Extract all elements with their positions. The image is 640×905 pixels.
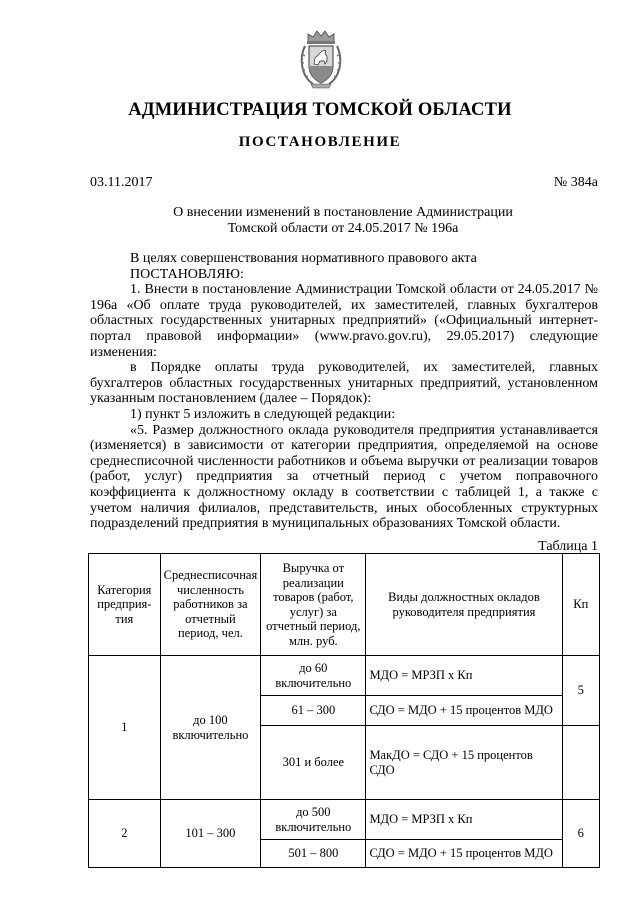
tomsk-oblast-coat-of-arms-icon [299, 28, 343, 90]
header-salary-types: Виды должностных окладов руководителя предприятия [366, 554, 562, 656]
document-number: № 384а [553, 175, 598, 190]
body-paragraph: 1) пункт 5 изложить в следующей редакции: [130, 406, 396, 422]
cell-kp-empty [562, 726, 600, 800]
cell-revenue: 501 – 800 [261, 840, 366, 868]
header-kp: Кп [562, 554, 600, 656]
subject-line-1: О внесении изменений в постановление Администрации [173, 205, 513, 220]
header-headcount: Среднесписочная численность работников за отчетный период, чел. [160, 554, 261, 656]
subject-line-2: Томской области от 24.05.2017 № 196а [227, 221, 459, 236]
organization-name: АДМИНИСТРАЦИЯ ТОМСКОЙ ОБЛАСТИ [128, 100, 512, 120]
body-paragraph: В целях совершенствования нормативного правового акта [130, 251, 477, 266]
cell-revenue: до 60 включительно [261, 656, 366, 696]
body-paragraph: «5. Размер должностного оклада руководителя предприятия устанавливается (изменяется) в зависимости от категории предприятия, определяемой на основе среднесписочной численности работников и объема выручки от реализации товаров (работ, услуг) предприятия за отчетный период с учетом поправочного коэффициента к должностному окладу в соответствии с таблицей 1, а также с учетом наличия филиалов, представительств, иных обособленных структурных подразделений предприятия в муниципальных образованиях Томской области. [90, 422, 598, 532]
cell-kp: 6 [562, 800, 600, 868]
cell-kp: 5 [562, 656, 600, 726]
cell-revenue: 301 и более [261, 726, 366, 800]
header-category: Категория предприя-тия [89, 554, 161, 656]
body-paragraph: 1. Внести в постановление Администрации Томской области от 24.05.2017 № 196а «Об оплате труда руководителей, их заместителей, главных бухгалтеров областных государственных унитарных предприятий» («Официальный интернет-портал правовой информации» (www.pravo.gov.ru), 29.05.2017) следующие изменения: [90, 282, 598, 360]
document-date: 03.11.2017 [90, 175, 153, 190]
cell-formula: МДО = МРЗП х Кп [366, 800, 562, 840]
cell-category: 1 [89, 656, 161, 800]
body-paragraph: в Порядке оплаты труда руководителей, их заместителей, главных бухгалтеров областных государственных унитарных предприятий, установленном указанным постановлением (далее – Порядок): [90, 360, 598, 407]
body-paragraph: ПОСТАНОВЛЯЮ: [130, 266, 244, 282]
cell-revenue: до 500 включительно [261, 800, 366, 840]
table-caption: Таблица 1 [538, 539, 598, 554]
cell-formula: СДО = МДО + 15 процентов МДО [366, 840, 562, 868]
table-row [89, 800, 600, 840]
cell-revenue: 61 – 300 [261, 696, 366, 726]
cell-formula: СДО = МДО + 15 процентов МДО [366, 696, 562, 726]
document-type: ПОСТАНОВЛЕНИЕ [238, 134, 402, 150]
salary-category-table [88, 553, 600, 868]
table-row [89, 656, 600, 696]
cell-formula: МДО = МРЗП х Кп [366, 656, 562, 696]
cell-formula: МакДО = СДО + 15 процентов СДО [366, 726, 562, 800]
cell-headcount: до 100 включительно [160, 656, 261, 800]
cell-category: 2 [89, 800, 161, 868]
cell-headcount: 101 – 300 [160, 800, 261, 868]
document-subject [100, 205, 586, 237]
table-header-row [89, 554, 600, 656]
header-revenue: Выручка от реализации товаров (работ, услуг) за отчетный период, млн. руб. [261, 554, 366, 656]
document-body [90, 251, 598, 532]
